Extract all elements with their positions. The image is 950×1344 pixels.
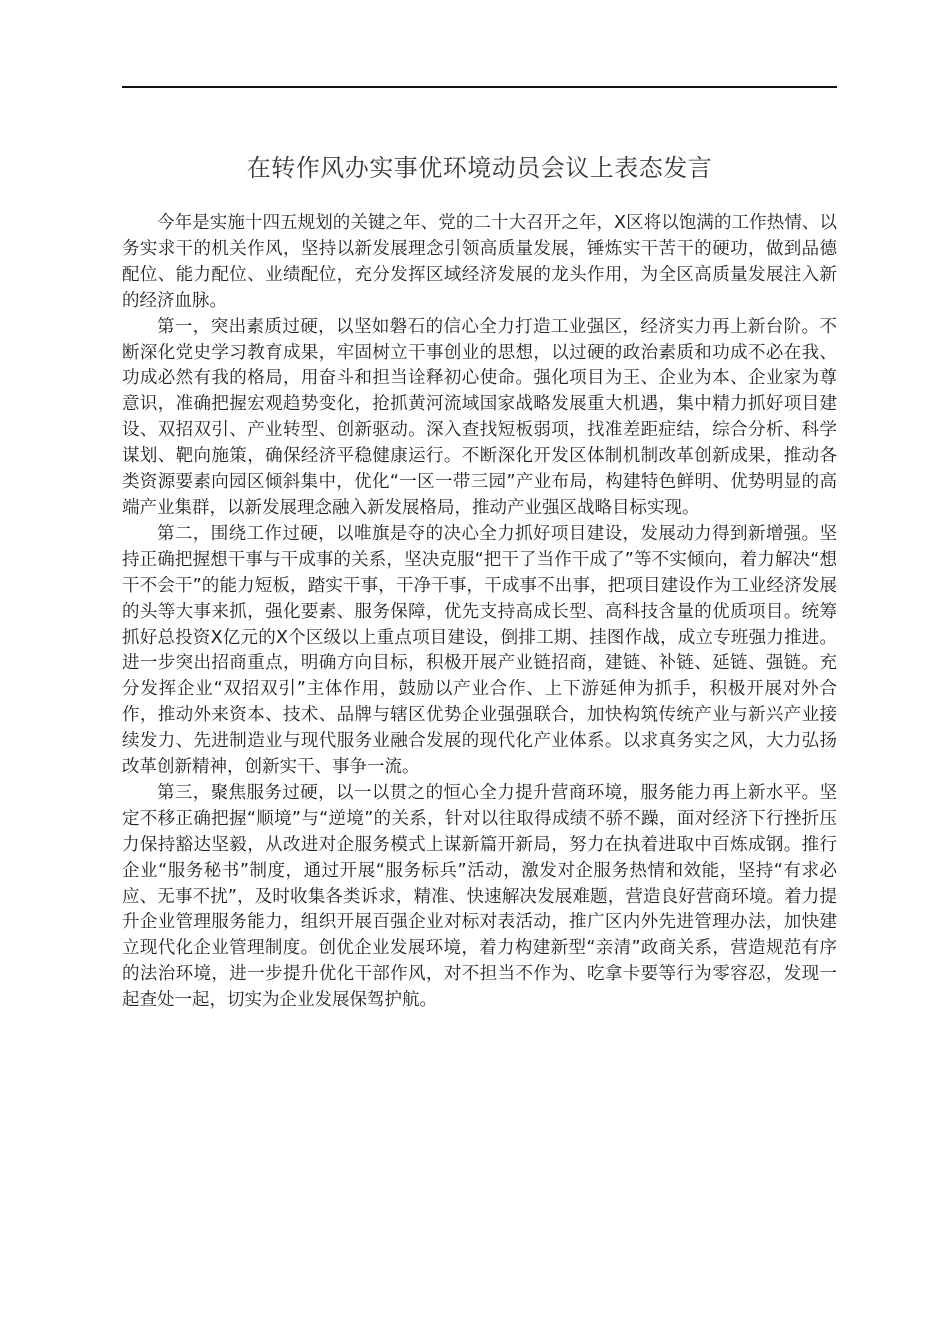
document-body — [122, 211, 837, 1014]
document-title: 在转作风办实事优环境动员会议上表态发言 — [246, 154, 713, 182]
paragraph-first: 第一，突出素质过硬，以坚如磐石的信心全力打造工业强区，经济实力再上新台阶。不断深化党史学习教育成果，牢固树立干事创业的思想，以过硬的政治素质和功成不必在我、功成必然有我的格局，用奋斗和担当诠释初心使命。强化项目为王、企业为本、企业家为尊意识，准确把握宏观趋势变化，抢抓黄河流域国家战略发展重大机遇，集中精力抓好项目建设、双招双引、产业转型、创新驱动。深入查找短板弱项，找准差距症结，综合分析、科学谋划、靶向施策，确保经济平稳健康运行。不断深化开发区体制机制改革创新成果，推动各类资源要素向园区倾斜集中，优化“一区一带三园”产业布局，构建特色鲜明、优势明显的高端产业集群，以新发展理念融入新发展格局，推动产业强区战略目标实现。 — [122, 316, 837, 518]
paragraph-third: 第三，聚焦服务过硬，以一以贯之的恒心全力提升营商环境，服务能力再上新水平。坚定不移正确把握“顺境”与“逆境”的关系，针对以往取得成绩不骄不躁，面对经济下行挫折压力保持豁达坚毅，从改进对企服务模式上谋新篇开新局，努力在执着进取中百炼成钢。推行企业“服务秘书”制度，通过开展“服务标兵”活动，激发对企服务热情和效能，坚持“有求必应、无事不扰”，及时收集各类诉求，精准、快速解决发展难题，营造良好营商环境。着力提升企业管理服务能力，组织开展百强企业对标对表活动，推广区内外先进管理办法，加快建立现代化企业管理制度。创优企业发展环境，着力构建新型“亲清”政商关系，营造规范有序的法治环境，进一步提升优化干部作风，对不担当不作为、吃拿卡要等行为零容忍，发现一起查处一起，切实为企业发展保驾护航。 — [122, 782, 837, 1011]
header-rule — [122, 86, 837, 88]
paragraph-intro: 今年是实施十四五规划的关键之年、党的二十大召开之年，X区将以饱满的工作热情、以务实求干的机关作风，坚持以新发展理念引领高质量发展，锤炼实干苦干的硬功，做到品德配位、能力配位、业绩配位，充分发挥区域经济发展的龙头作用，为全区高质量发展注入新的经济血脉。 — [122, 213, 837, 311]
paragraph-second: 第二，围绕工作过硬，以唯旗是夺的决心全力抓好项目建设，发展动力得到新增强。坚持正确把握想干事与干成事的关系，坚决克服“把干了当作干成了”等不实倾向，着力解决“想干不会干”的能力短板，踏实干事，干净干事，干成事不出事，把项目建设作为工业经济发展的头等大事来抓，强化要素、服务保障，优先支持高成长型、高科技含量的优质项目。统筹抓好总投资X亿元的X个区级以上重点项目建设，倒排工期、挂图作战，成立专班强力推进。进一步突出招商重点，明确方向目标，积极开展产业链招商，建链、补链、延链、强链。充分发挥企业“双招双引”主体作用，鼓励以产业合作、上下游延伸为抓手，积极开展对外合作，推动外来资本、技术、品牌与辖区优势企业强强联合，加快构筑传统产业与新兴产业接续发力、先进制造业与现代服务业融合发展的现代化产业体系。以求真务实之风，大力弘扬改革创新精神，创新实干、事争一流。 — [122, 523, 837, 778]
